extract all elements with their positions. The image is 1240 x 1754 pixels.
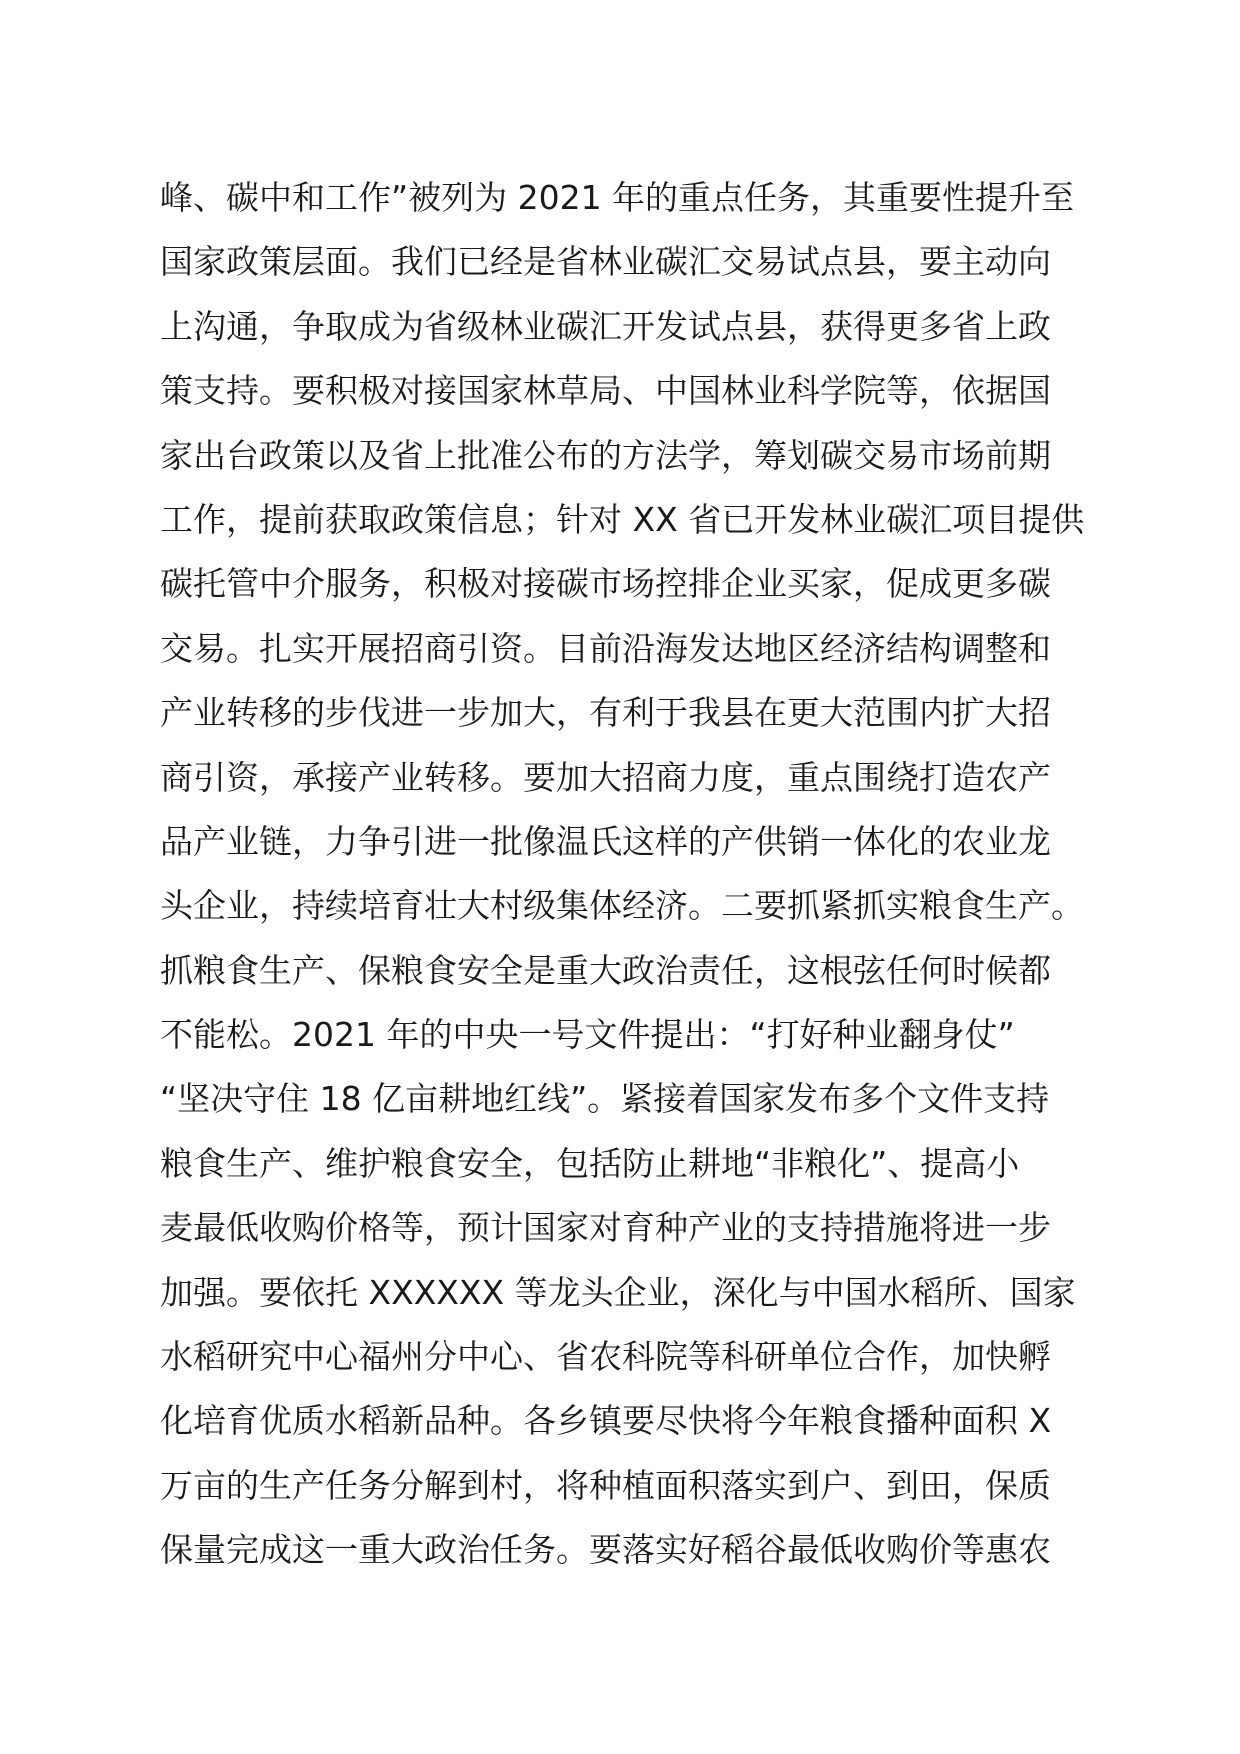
- text-line: 不能松。2021 年的中央一号文件提出：“打好种业翻身仗”: [160, 1015, 1015, 1055]
- text-line: 产业转移的步伐进一步加大，有利于我县在更大范围内扩大招: [160, 693, 1051, 733]
- text-line: 上沟通，争取成为省级林业碳汇开发试点县，获得更多省上政: [160, 306, 1051, 346]
- text-line: 交易。扎实开展招商引资。目前沿海发达地区经济结构调整和: [160, 628, 1051, 668]
- text-line: 工作，提前获取政策信息；针对 XX 省已开发林业碳汇项目提供: [160, 499, 1085, 539]
- text-line: 抓粮食生产、保粮食安全是重大政治责任，这根弦任何时候都: [160, 950, 1051, 990]
- text-line: 化培育优质水稻新品种。各乡镇要尽快将今年粮食播种面积 X: [160, 1401, 1052, 1441]
- text-line: 保量完成这一重大政治任务。要落实好稻谷最低收购价等惠农: [160, 1530, 1051, 1570]
- text-line: 国家政策层面。我们已经是省林业碳汇交易试点县，要主动向: [160, 242, 1051, 282]
- text-line: 麦最低收购价格等，预计国家对育种产业的支持措施将进一步: [160, 1208, 1051, 1248]
- text-line: 策支持。要积极对接国家林草局、中国林业科学院等，依据国: [160, 371, 1051, 411]
- text-line: 粮食生产、维护粮食安全，包括防止耕地“非粮化”、提高小: [160, 1143, 1020, 1183]
- body-paragraph: [160, 166, 1100, 1583]
- text-line: 加强。要依托 XXXXXX 等龙头企业，深化与中国水稻所、国家: [160, 1272, 1076, 1312]
- text-line: 水稻研究中心福州分中心、省农科院等科研单位合作，加快孵: [160, 1337, 1051, 1377]
- text-line: 峰、碳中和工作”被列为 2021 年的重点任务，其重要性提升至: [160, 178, 1075, 217]
- text-line: 商引资，承接产业转移。要加大招商力度，重点围绕打造农产: [160, 757, 1051, 797]
- text-line: 头企业，持续培育壮大村级集体经济。二要抓紧抓实粮食生产。: [160, 886, 1084, 926]
- text-line: 碳托管中介服务，积极对接碳市场控排企业买家，促成更多碳: [160, 564, 1051, 604]
- text-line: 万亩的生产任务分解到村，将种植面积落实到户、到田，保质: [160, 1465, 1051, 1505]
- text-line: 家出台政策以及省上批准公布的方法学，筹划碳交易市场前期: [160, 435, 1051, 475]
- text-line: 品产业链，力争引进一批像温氏这样的产供销一体化的农业龙: [160, 821, 1051, 861]
- text-line: “坚决守住 18 亿亩耕地红线”。紧接着国家发布多个文件支持: [160, 1079, 1050, 1119]
